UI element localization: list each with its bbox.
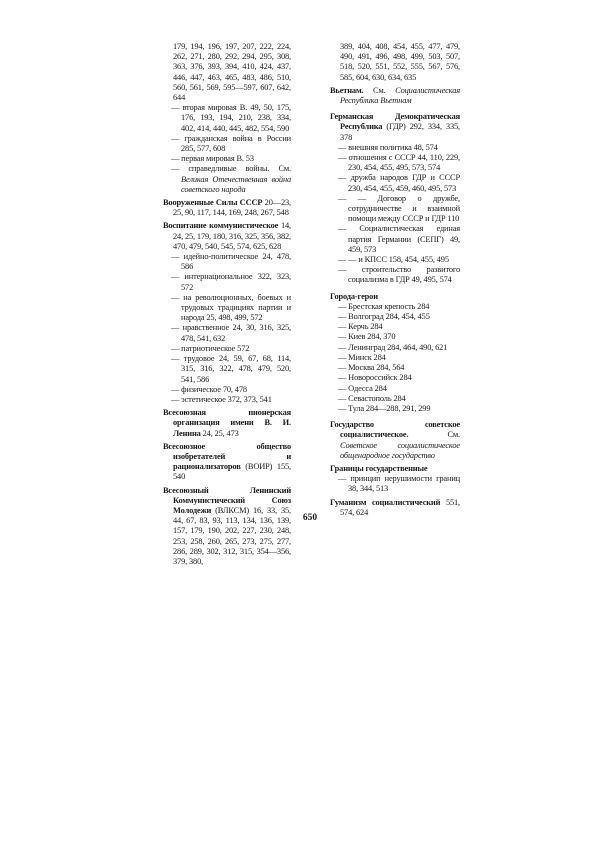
index-entry-text: — внешняя политика 48, 574	[338, 142, 438, 152]
index-entry	[330, 464, 460, 474]
index-entry-heading: Всесоюзный Ленинский Коммунистический Союз Молодежи	[163, 485, 291, 515]
index-subentry	[163, 323, 291, 343]
index-cross-reference: Великая Отечественная война советского народа	[181, 174, 291, 194]
index-entry-text: 551, 574, 624	[340, 497, 460, 517]
index-subentry	[330, 224, 460, 255]
index-entry-text: — Брестская крепость 284	[338, 301, 430, 311]
index-entry-text: — Новороссийск 284	[338, 373, 412, 383]
index-entry-heading: Всесоюзная пионерская организация имени В. И. Ленина	[163, 408, 291, 438]
index-entry-text: — справедливые войны. См.	[171, 164, 291, 174]
index-entry	[330, 112, 460, 143]
index-subentry	[330, 153, 460, 173]
index-entry-text: — отношения с СССР 44, 110, 229, 230, 454, 455, 495, 573, 574	[338, 153, 460, 173]
index-entry	[163, 198, 291, 218]
index-entry-text: — Керчь 284	[338, 322, 383, 332]
index-subentry	[163, 354, 291, 385]
index-entry-text: — первая мировая В. 53	[171, 154, 254, 164]
index-entry	[330, 420, 460, 461]
index-entry-text: — строительство развитого социализма в ГДР 49, 495, 574	[338, 265, 460, 285]
index-subentry	[330, 255, 460, 265]
index-subentry	[163, 103, 291, 134]
index-entry-text: — Севастополь 284	[338, 393, 406, 403]
index-entry	[330, 42, 460, 83]
index-entry-heading: Гуманизм социалистический	[330, 497, 441, 507]
index-subentry	[330, 312, 460, 322]
index-entry	[330, 498, 460, 518]
index-entry-text: — нравственное 24, 30, 316, 325, 478, 541, 632	[171, 323, 291, 343]
index-entry-heading: Города-герои	[330, 291, 378, 301]
index-entry-heading: Германская Демократическая Республика	[330, 112, 460, 132]
index-entry	[330, 292, 460, 302]
index-subentry	[163, 344, 291, 354]
index-subentry	[330, 394, 460, 404]
index-subentry	[330, 332, 460, 342]
index-subentry	[163, 134, 291, 154]
index-entry-text: 14, 24, 25, 179, 180, 316, 325, 356, 382, 470, 479, 540, 545, 574, 625, 628	[173, 221, 291, 251]
index-entry-heading: Границы государственные	[330, 463, 428, 473]
index-entry-text: — Ленинград 284, 464, 490, 621	[338, 342, 448, 352]
index-entry	[330, 86, 460, 106]
index-entry-text: — патриотическое 572	[171, 343, 250, 353]
index-subentry	[330, 322, 460, 332]
index-subentry	[163, 164, 291, 195]
index-entry-text: — Киев 284, 370	[338, 332, 396, 342]
index-subentry	[330, 302, 460, 312]
index-subentry	[163, 385, 291, 395]
index-subentry	[163, 154, 291, 164]
index-cross-reference: Социалистическая Республика Вьетнам	[340, 85, 460, 106]
index-entry	[163, 221, 291, 252]
index-entry-text: — вторая мировая В. 49, 50, 175, 176, 193, 194, 210, 238, 334, 402, 414, 440, 445, 482, 554, 590	[171, 103, 291, 133]
index-entry-heading: Вьетнам.	[330, 85, 364, 95]
index-subentry	[330, 363, 460, 373]
index-column-left	[163, 42, 291, 567]
index-subentry	[163, 293, 291, 324]
index-column-right	[330, 42, 460, 518]
index-entry-text: — дружба народов ГДР и СССР 230, 454, 455, 459, 460, 495, 573	[338, 173, 460, 193]
index-entry-text: 20—23, 25, 90, 117, 144, 169, 248, 267, 548	[173, 198, 291, 218]
index-subentry	[330, 404, 460, 414]
index-entry	[163, 442, 291, 483]
index-subentry	[330, 373, 460, 383]
index-entry-heading: Всесоюзное общество изобретателей и рационализаторов	[163, 441, 291, 472]
index-subentry	[330, 173, 460, 193]
index-entry-text: — гражданская война в России 285, 577, 608	[171, 133, 291, 154]
index-subentry	[163, 252, 291, 272]
index-subentry	[163, 272, 291, 292]
index-entry-text: — идейно-политическое 24, 478, 586	[171, 252, 291, 272]
index-subentry	[330, 343, 460, 353]
index-subentry	[330, 353, 460, 363]
page-number: 650	[302, 513, 318, 523]
index-entry	[163, 42, 291, 103]
index-entry-text: — — и КПСС 158, 454, 455, 495	[338, 255, 449, 265]
index-cross-reference: Советское социалистическое общенародное государство	[340, 440, 460, 460]
index-entry-text: 179, 194, 196, 197, 207, 222, 224, 262, 271, 280, 292, 294, 295, 308, 363, 376, 393, 394, 410, 424, 437, 446, 447, 463, 465, 483, 486, 510, 560, 561, 569, 595—597, 607, 642, 644	[173, 42, 291, 103]
index-entry-heading: Государство советское социалистическое.	[330, 420, 460, 440]
index-entry-text: — интернациональное 322, 323, 572	[171, 272, 291, 292]
index-subentry	[330, 265, 460, 285]
index-subentry	[330, 474, 460, 494]
index-subentry	[330, 384, 460, 394]
index-entry-heading: Вооруженные Силы СССР	[163, 198, 263, 208]
index-entry-text: — эстетическое 372, 373, 541	[171, 394, 272, 404]
index-entry-text: — Москва 284, 564	[338, 363, 405, 373]
index-entry-text: — Минск 284	[338, 352, 386, 362]
index-entry-text: 24, 25, 473	[202, 428, 239, 438]
index-entry-text: — на революционных, боевых и трудовых традициях партии и народа 25, 498, 499, 572	[171, 292, 291, 323]
index-entry-text: — Одесса 284	[338, 383, 387, 393]
index-entry-text: 389, 404, 408, 454, 455, 477, 479, 490, 491, 496, 498, 499, 503, 507, 518, 520, 551, 552, 555, 567, 576, 585, 604, 630, 634, 635	[340, 42, 460, 82]
index-entry-text: — принцип нерушимости границ 38, 344, 513	[338, 474, 460, 494]
index-entry-text: — Социалистическая единая партия Германии (СЕПГ) 49, 459, 573	[338, 224, 460, 254]
index-entry-text: — трудовое 24, 59, 67, 68, 114, 315, 316, 322, 478, 479, 520, 541, 586	[171, 354, 291, 384]
index-entry-text: (ГДР) 292, 334, 335, 378	[340, 122, 460, 142]
index-subentry	[163, 395, 291, 405]
index-subentry	[330, 143, 460, 153]
index-entry-text: См.	[373, 85, 386, 95]
index-subentry	[330, 194, 460, 225]
index-entry-text: — Тула 284—288, 291, 299	[338, 403, 431, 413]
index-entry	[163, 486, 291, 568]
index-entry	[163, 408, 291, 439]
index-entry-text: См.	[447, 430, 460, 440]
index-entry-text: — физическое 70, 478	[171, 384, 247, 394]
index-entry-text: — — Договор о дружбе, сотрудничестве и взаимной помощи между СССР и ГДР 110	[338, 193, 460, 224]
index-entry-text: (ВЛКСМ) 16, 33, 35, 44, 67, 83, 93, 113, 134, 136, 139, 157, 179, 190, 202, 227, 230, 248, 253, 258, 260, 265, 273, 275, 277, 286, 289, 302, 312, 315, 354—356, 379, 380,	[173, 505, 291, 566]
index-entry-text: — Волгоград 284, 454, 455	[338, 312, 430, 322]
index-entry-heading: Воспитание коммунистическое	[163, 221, 279, 231]
index-entry-text: (ВОИР) 155, 540	[173, 462, 291, 482]
